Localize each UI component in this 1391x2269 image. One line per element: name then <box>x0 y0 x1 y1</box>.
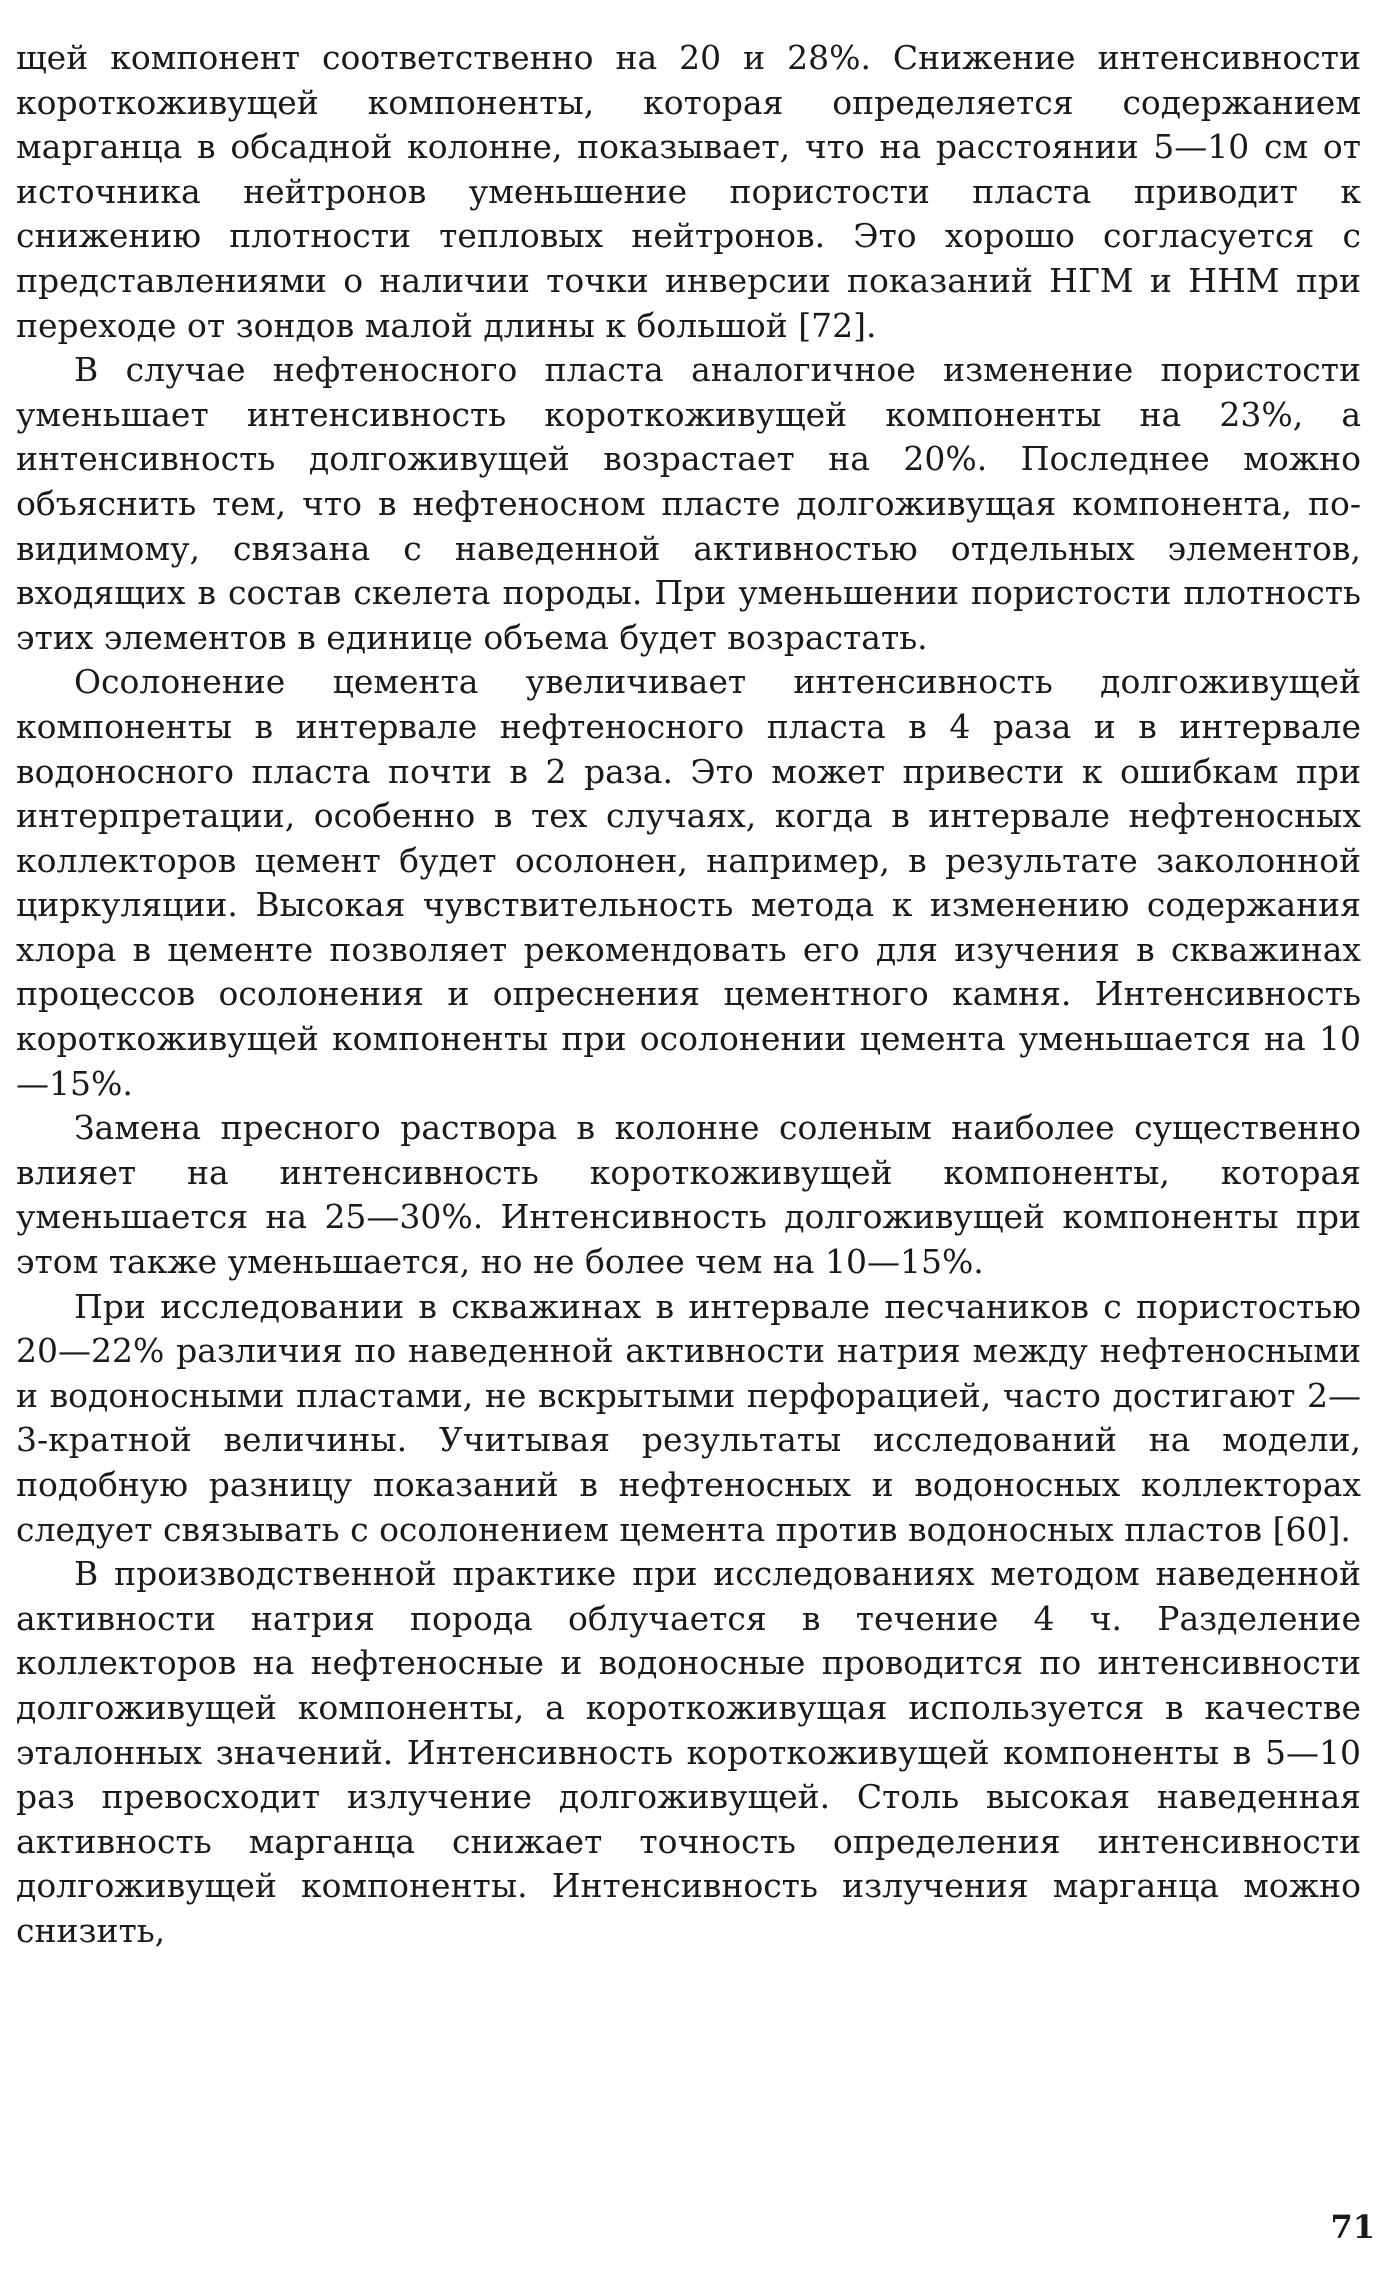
page-number: 71 <box>1330 2208 1375 2246</box>
paragraph-1: щей компонент соответственно на 20 и 28%. Снижение интенсивности короткоживущей компоненты, которая определяется содержанием марганца в обсадной колонне, показывает, что на расстоянии 5—10 см от источника нейтронов уменьшение пористости пласта приводит к снижению плотности тепловых нейтронов. Это хорошо согласуется с представлениями о наличии точки инверсии показаний НГМ и ННМ при переходе от зондов малой длины к большой [72]. <box>16 38 1361 345</box>
paragraph-4: Замена пресного раствора в колонне соленым наиболее существенно влияет на интенсивность короткоживущей компоненты, которая уменьшается на 25—30%. Интенсивность долгоживущей компоненты при этом также уменьшается, но не более чем на 10—15%. <box>16 1108 1361 1282</box>
paragraph-3: Осолонение цемента увеличивает интенсивность долгоживущей компоненты в интервале нефтеносного пласта в 4 раза и в интервале водоносного пласта почти в 2 раза. Это может привести к ошибкам при интерпретации, особенно в тех случаях, когда в интервале нефтеносных коллекторов цемент будет осолонен, например, в результате заколонной циркуляции. Высокая чувствительность метода к изменению содержания хлора в цементе позволяет рекомендовать его для изучения в скважинах процессов осолонения и опреснения цементного камня. Интенсивность короткоживущей компоненты при осолонении цемента уменьшается на 10—15%. <box>16 662 1361 1103</box>
paragraph-5: При исследовании в скважинах в интервале песчаников с пористостью 20—22% различия по наведенной активности натрия между нефтеносными и водоносными пластами, не вскрытыми перфорацией, часто достигают 2—3-кратной величины. Учитывая результаты исследований на модели, подобную разницу показаний в нефтеносных и водоносных коллекторах следует связывать с осолонением цемента против водоносных пластов [60]. <box>16 1286 1361 1549</box>
paragraph-6: В производственной практике при исследованиях методом наведенной активности натрия порода облучается в течение 4 ч. Разделение коллекторов на нефтеносные и водоносные проводится по интенсивности долгоживущей компоненты, а короткоживущая используется в качестве эталонных значений. Интенсивность короткоживущей компоненты в 5—10 раз превосходит излучение долгоживущей. Столь высокая наведенная активность марганца снижает точность определения интенсивности долгоживущей компоненты. Интенсивность излучения марганца можно снизить, <box>16 1554 1361 1950</box>
paragraph-2: В случае нефтеносного пласта аналогичное изменение пористости уменьшает интенсивность короткоживущей компоненты на 23%, а интенсивность долгоживущей возрастает на 20%. Последнее можно объяснить тем, что в нефтеносном пласте долгоживущая компонента, по-видимому, связана с наведенной активностью отдельных элементов, входящих в состав скелета породы. При уменьшении пористости плотность этих элементов в единице объема будет возрастать. <box>16 350 1361 657</box>
